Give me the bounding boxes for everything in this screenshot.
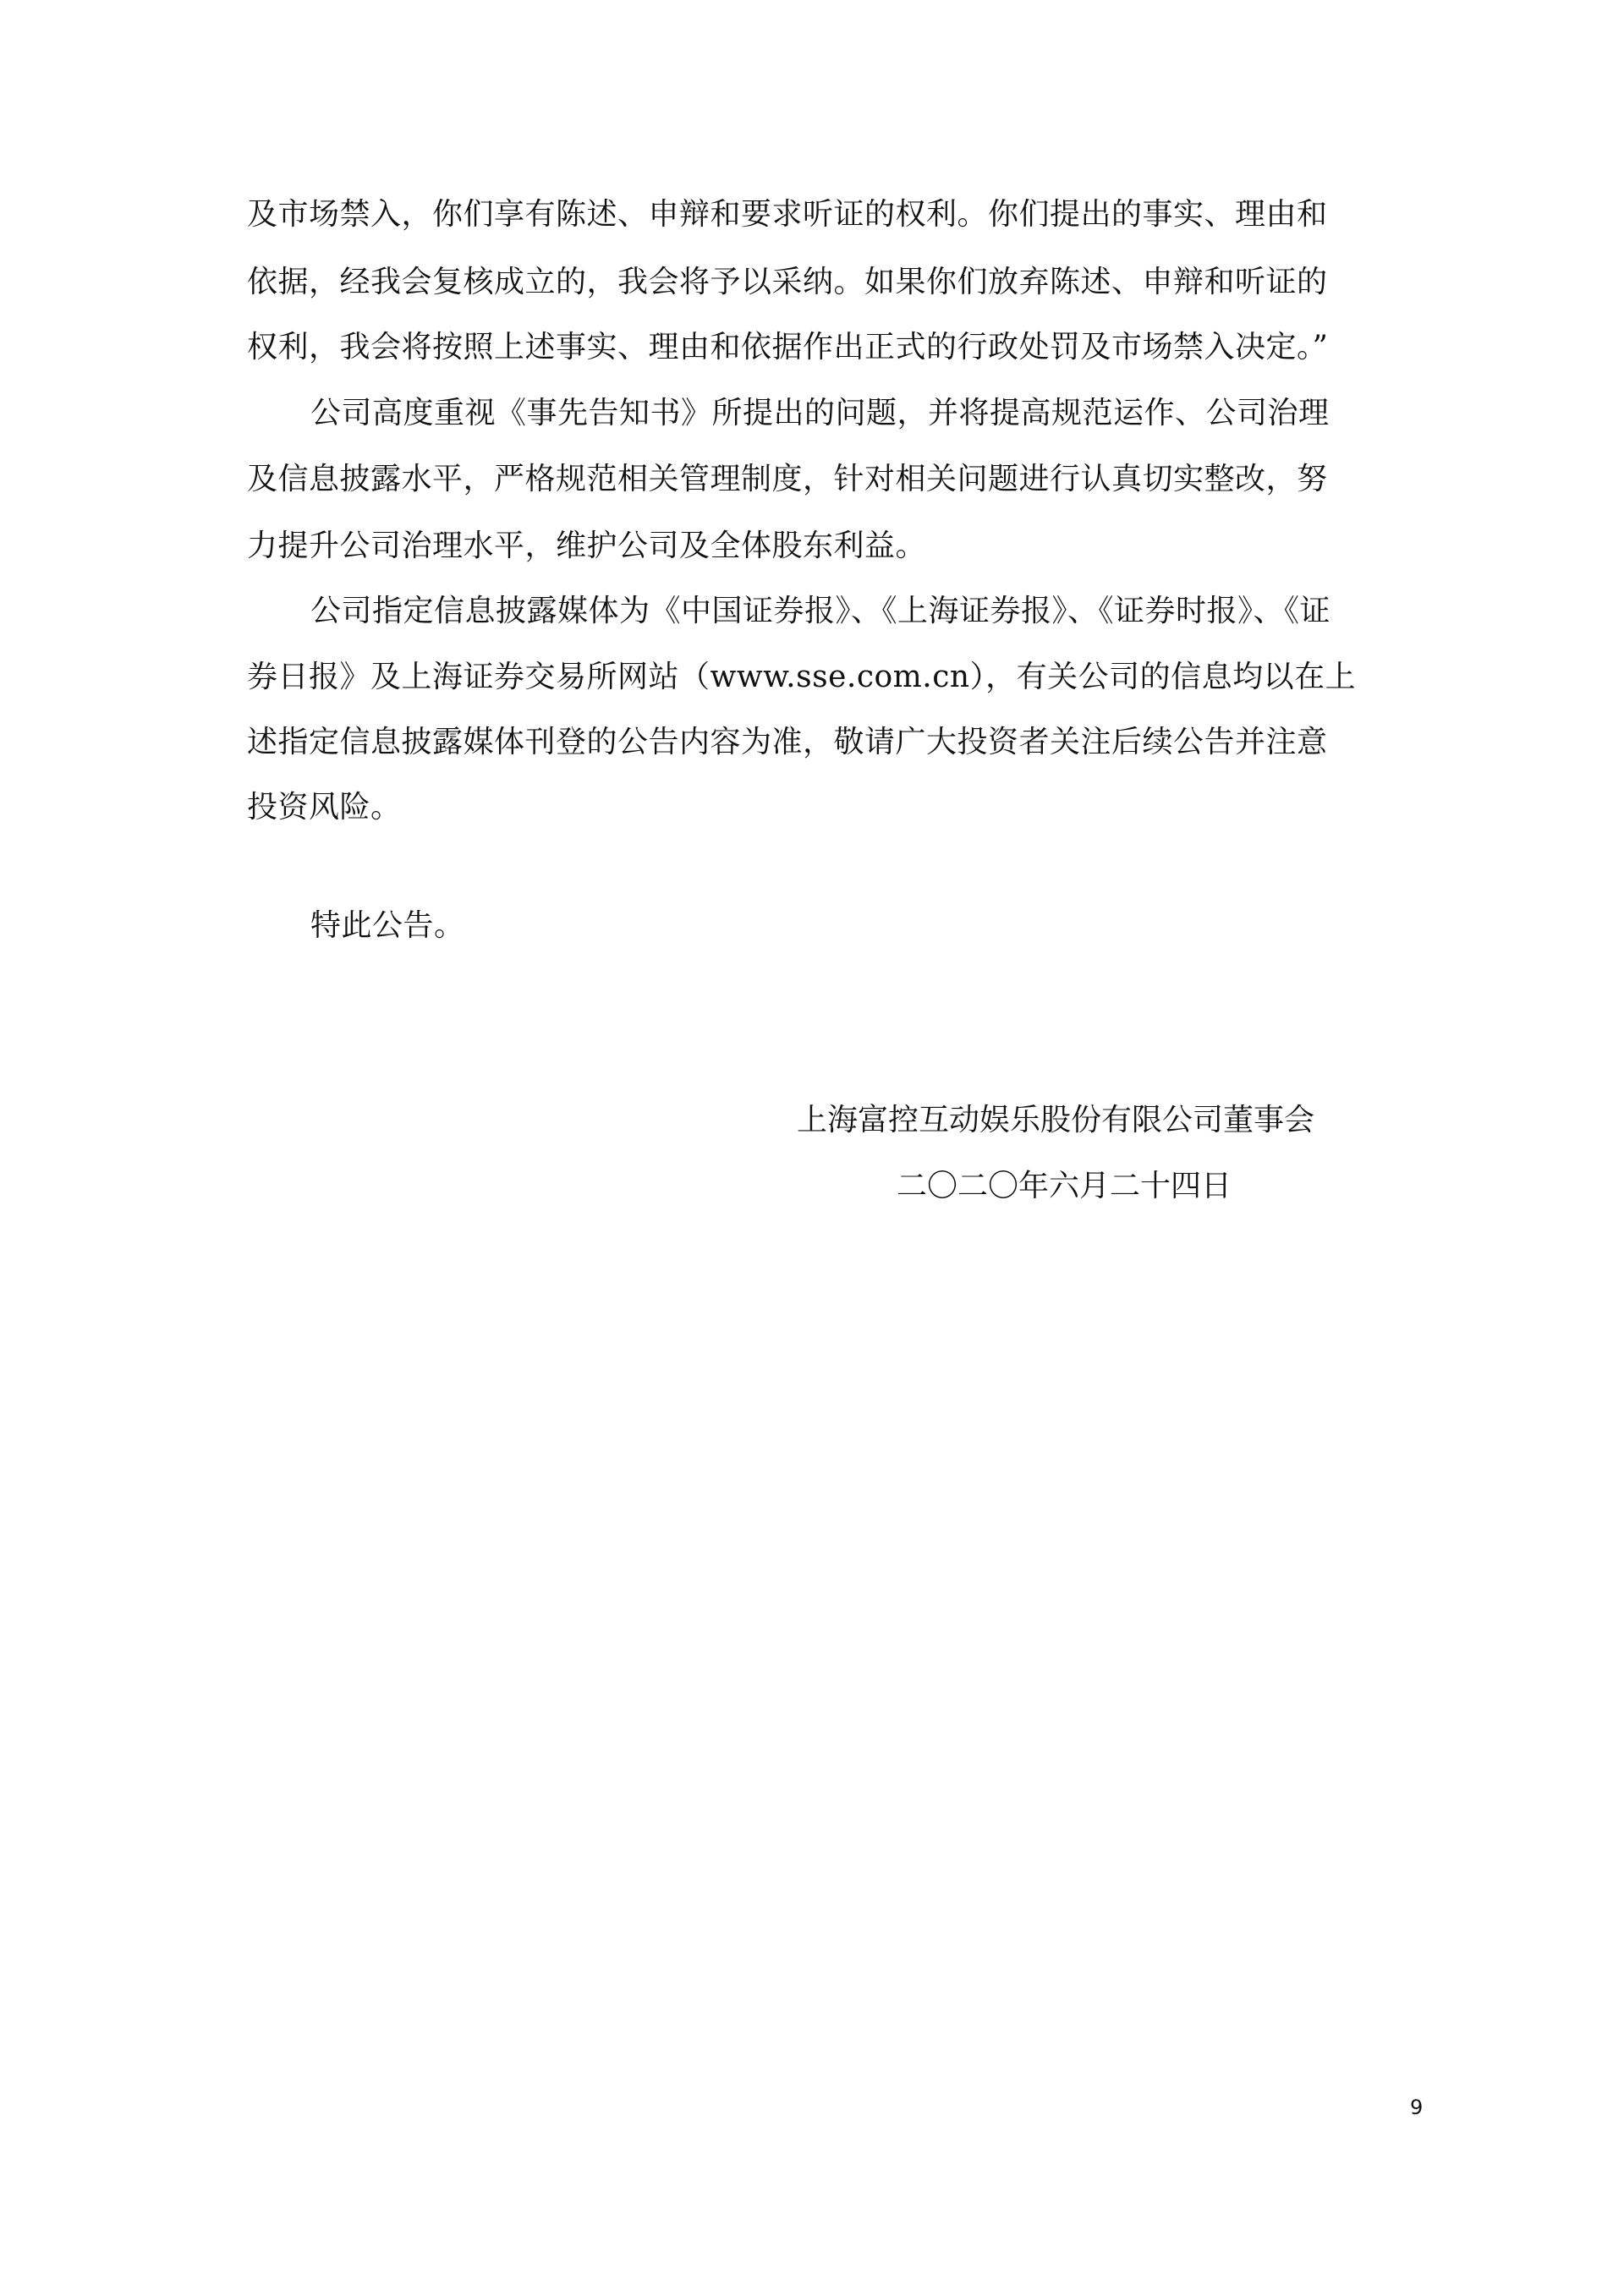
signature-company: 上海富控互动娱乐股份有限公司董事会 [797, 1103, 1315, 1137]
body-line-10: 投资风险。 [247, 790, 402, 825]
body-line-4: 公司高度重视《事先告知书》所提出的问题，并将提高规范运作、公司治理 [310, 396, 1330, 430]
body-line-9: 述指定信息披露媒体刊登的公告内容为准，敬请广大投资者关注后续公告并注意 [247, 725, 1328, 759]
body-line-2: 依据，经我会复核成立的，我会将予以采纳。如果你们放弃陈述、申辩和听证的 [247, 265, 1328, 299]
body-line-5: 及信息披露水平，严格规范相关管理制度，针对相关问题进行认真切实整改，努 [247, 462, 1328, 496]
signature-date: 二〇二〇年六月二十四日 [897, 1169, 1232, 1203]
body-line-8: 券日报》及上海证券交易所网站（www.sse.com.cn），有关公司的信息均以在上 [247, 660, 1357, 694]
closing-statement: 特此公告。 [310, 908, 465, 943]
body-line-1: 及市场禁入，你们享有陈述、申辩和要求听证的权利。你们提出的事实、理由和 [247, 197, 1328, 232]
body-line-3: 权利，我会将按照上述事实、理由和依据作出正式的行政处罚及市场禁入决定。” [247, 330, 1329, 364]
body-line-6: 力提升公司治理水平，维护公司及全体股东利益。 [247, 529, 927, 563]
page-number: 9 [1410, 2096, 1424, 2119]
body-line-7: 公司指定信息披露媒体为《中国证券报》、《上海证券报》、《证券时报》、《证 [310, 594, 1331, 628]
